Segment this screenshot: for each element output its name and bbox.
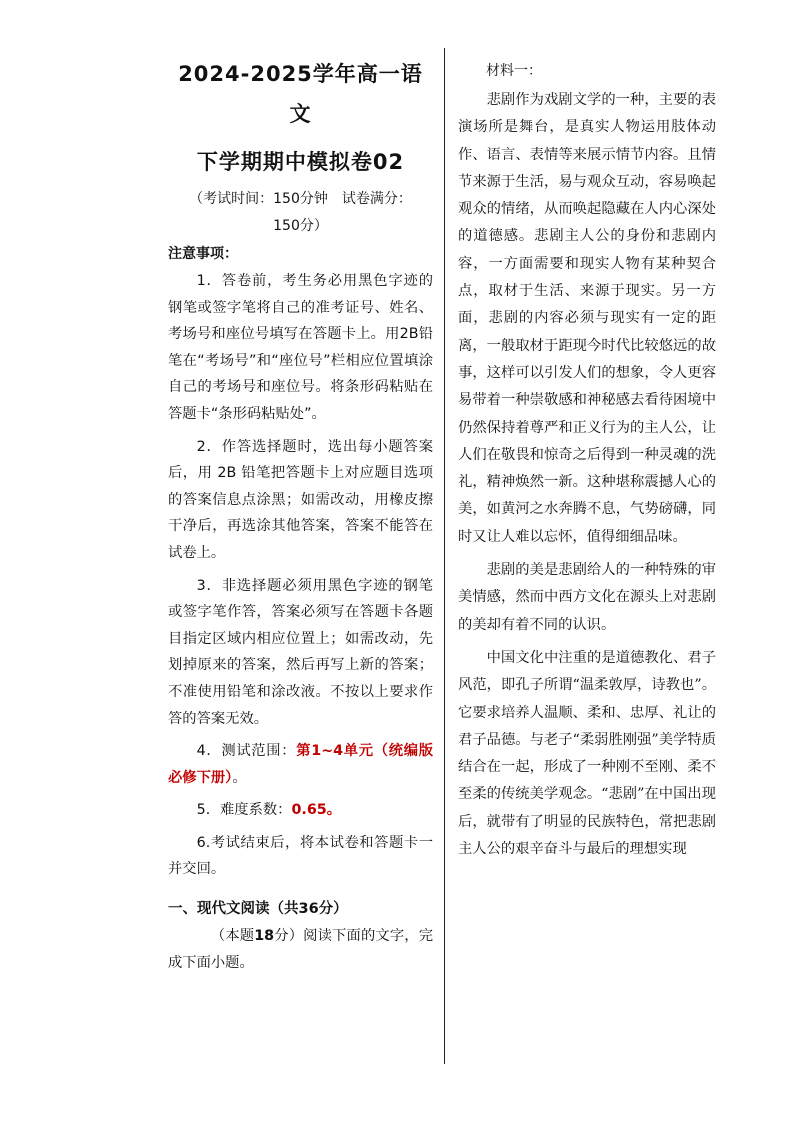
section-intro xyxy=(168,923,433,976)
difficulty-value: 0.65 xyxy=(291,802,327,819)
material-paragraph-3: 中国文化中注重的是道德教化、君子风范，即孔子所谓“温柔敦厚，诗教也”。它要求培养人温顺、柔和、忠厚、礼让的君子品德。与老子“柔弱胜刚强”美学特质结合在一起，形成了一种刚不至刚、柔不至柔的传统美学观念。“悲剧”在中国出现后，就带有了明显的民族特色，常把悲剧主人公的艰辛奋斗与最后的理想实现 xyxy=(458,649,716,858)
notice-item-4 xyxy=(168,738,433,791)
notice-item-2: 2．作答选择题时，选出每小题答案后，用 2B 铅笔把答题卡上对应题目选项的答案信息点涂黑；如需改动，用橡皮擦干净后，再选涂其他答案，答案不能答在试卷上。 xyxy=(168,438,433,561)
column-divider xyxy=(444,48,445,1064)
notice-item-1: 1．答卷前，考生务必用黑色字迹的钢笔或签字笔将自己的准考证号、姓名、考场号和座位号填写在答题卡上。用2B铅笔在“考场号”和“座位号”栏相应位置填涂自己的考场号和座位号。将条形码粘贴在答题卡“条形码粘贴处”。 xyxy=(168,273,433,422)
intro-points: 18 xyxy=(254,928,275,945)
notice-item-6: 6.考试结束后，将本试卷和答题卡一并交回。 xyxy=(168,834,433,878)
notice-item-5-prefix: 5．难度系数： xyxy=(196,802,292,819)
notice-item-4-prefix: 4．测试范围： xyxy=(196,743,297,760)
material-paragraph-2: 悲剧的美是悲剧给人的一种特殊的审美情感，然而中西方文化在源头上对悲剧的美却有着不同的认识。 xyxy=(458,562,716,633)
right-column xyxy=(458,58,716,869)
left-column xyxy=(168,54,433,982)
notice-item-5 xyxy=(168,797,433,824)
intro-suffix: 分）阅读下面的文字，完成下面小题。 xyxy=(168,928,434,971)
notice-item-5-suffix: 。 xyxy=(326,802,342,819)
exam-title-line2: 下学期期中模拟卷02 xyxy=(196,150,405,174)
section-heading: 一、现代文阅读（共36分） xyxy=(168,901,348,918)
test-scope: 第1~4单元（统编版必修下册） xyxy=(168,743,433,786)
intro-prefix: （本题 xyxy=(210,928,255,945)
exam-info-line2: 150分） xyxy=(273,218,328,234)
material-label: 材料一： xyxy=(486,63,542,79)
notice-heading: 注意事项： xyxy=(168,246,238,262)
notice-item-4-suffix: 。 xyxy=(232,769,247,786)
notice-item-3: 3．非选择题必须用黑色字迹的钢笔或签字笔作答，答案必须写在答题卡各题目指定区域内相应位置上；如需改动，先划掉原来的答案，然后再写上新的答案；不准使用铅笔和涂改液。不按以上要求作答的答案无效。 xyxy=(168,577,433,727)
exam-title-line1: 2024-2025学年高一语文 xyxy=(178,62,423,126)
material-paragraph-1: 悲剧作为戏剧文学的一种，主要的表演场所是舞台，是真实人物运用肢体动作、语言、表情等来展示情节内容。且情节来源于生活，易与观众互动，容易唤起观众的情绪，从而唤起隐藏在人内心深处的道德感。悲剧主人公的身份和悲剧内容，一方面需要和现实人物有某种契合点，取材于生活、来源于现实。另一方面，悲剧的内容必须与现实有一定的距离，一般取材于距现今时代比较悠远的故事，这样可以引发人们的想象，令人更容易带着一种崇敬感和神秘感去看待困境中仍然保持着尊严和正义行为的主人公，让人们在敬畏和惊奇之后得到一种灵魂的洗礼，精神焕然一新。这种堪称震撼人心的美，如黄河之水奔腾不息，气势磅礴，同时又让人难以忘怀，值得细细品味。 xyxy=(458,92,716,545)
exam-info-line1: （考试时间：150分钟 试卷满分： xyxy=(189,191,412,207)
